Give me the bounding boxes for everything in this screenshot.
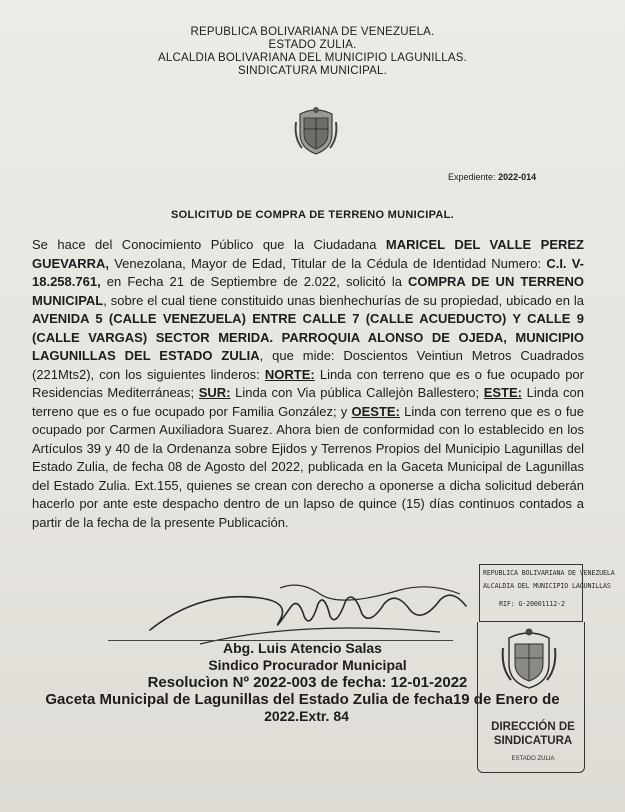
body-text-5: , que mide: Doscientos Veintiun Metros Cuadrados (221Mts2), con los siguientes linderos:	[32, 348, 584, 382]
expediente-label: Expediente:	[448, 172, 496, 182]
boundary-south-label: SUR:	[198, 385, 231, 400]
header-line-republic: REPUBLICA BOLIVARIANA DE VENEZUELA.	[190, 26, 435, 38]
stamp-rif-text: RIF: G-20001112-2	[499, 600, 565, 608]
coat-of-arms-icon	[292, 104, 340, 156]
expediente-number	[448, 172, 536, 182]
property-location: AVENIDA 5 (CALLE VENEZUELA) ENTRE CALLE 7 (CALLE ACUEDUCTO) Y CALLE 9 (CALLE VARGAS) SECTOR MERIDA. PARROQUIA ALONSO DE OJEDA, MUNICIPIO LAGUNILLAS DEL ESTADO ZULIA	[32, 311, 584, 363]
body-text-3: en Fecha 21 de Septiembre de 2.022, solicitó la	[100, 274, 409, 289]
stamp-emblem-icon	[499, 624, 559, 692]
header-line-alcaldia: ALCALDIA BOLIVARIANA DEL MUNICIPIO LAGUNILLAS.	[158, 52, 467, 64]
stamp-direction	[485, 720, 581, 748]
body-text-7: Linda con Via pública Callejòn Ballestero;	[230, 385, 484, 400]
stamp-direction-line1: DIRECCIÓN DE	[491, 721, 575, 733]
document-header	[0, 26, 625, 78]
boundary-west-label: OESTE:	[351, 403, 400, 419]
identity-number: C.I. V-18.258.761,	[32, 255, 584, 289]
official-stamp	[473, 562, 615, 776]
body-text-4: , sobre el cual tiene constituido unas bienhechurías de su propiedad, ubicado en la	[103, 292, 584, 308]
header-line-state: ESTADO ZULIA.	[268, 39, 357, 51]
purchase-type: COMPRA DE UN TERRENO MUNICIPAL	[32, 274, 584, 308]
stamp-republic-text: REPUBLICA BOLIVARIANA DE VENEZUELA	[483, 569, 615, 577]
signer-extr: 2022.Extr. 84	[264, 708, 349, 724]
stamp-state-text: ESTADO ZULIA	[511, 756, 555, 762]
applicant-name: MARICEL DEL VALLE PEREZ GUEVARRA,	[32, 237, 584, 271]
document-body	[32, 236, 584, 532]
document-title: SOLICITUD DE COMPRA DE TERRENO MUNICIPAL.	[170, 209, 455, 221]
stamp-direction-line2: SINDICATURA	[493, 735, 573, 747]
signer-role: Sindico Procurador Municipal	[208, 657, 407, 673]
handwritten-signature-icon	[140, 560, 470, 650]
signer-resolution: Resolucìon Nº 2022-003 de fecha: 12-01-2022	[147, 674, 468, 691]
expediente-value: 2022-014	[498, 172, 537, 182]
body-text-6: Linda con terreno que es o fue ocupado por Residencias Mediterráneas;	[32, 366, 584, 400]
stamp-alcaldia-text: ALCALDIA DEL MUNICIPIO LAGUNILLAS	[483, 582, 611, 590]
body-text-2: Venezolana, Mayor de Edad, Titular de la Cédula de Identidad Numero:	[109, 255, 547, 271]
header-line-sindicatura: SINDICATURA MUNICIPAL.	[237, 65, 388, 77]
signer-gaceta: Gaceta Municipal de Lagunillas del Estado Zulia de fecha19 de Enero de	[45, 691, 560, 708]
boundary-east-label: ESTE:	[483, 385, 523, 400]
body-text-9: Linda con terreno que es o fue ocupado por Carmen Auxiliadora Suarez. Ahora bien de conformidad con lo establecido en los Artículos 39 y 40 de la Ordenanza sobre Ejidos y Terrenos Propios del Municipio Lagunillas del Estado Zulia, de fecha 08 de Agosto del 2022, publicada en la Gaceta Municipal de Lagunillas del Estado Zulia. Ext.155, quienes se crean con derecho a oponerse a dicha solicitud deberán hacerlo por ante este despacho dentro de un lapso de quince (15) días continuos contados a partir de la fecha de la presente Publicación.	[32, 403, 585, 530]
body-text-1: Se hace del Conocimiento Público que la Ciudadana	[32, 237, 386, 252]
boundary-north-label: NORTE:	[264, 366, 315, 382]
body-text-8: Linda con terreno que es o fue ocupado por Familia González; y	[32, 385, 585, 419]
signer-name: Abg. Luis Atencio Salas	[223, 640, 382, 656]
